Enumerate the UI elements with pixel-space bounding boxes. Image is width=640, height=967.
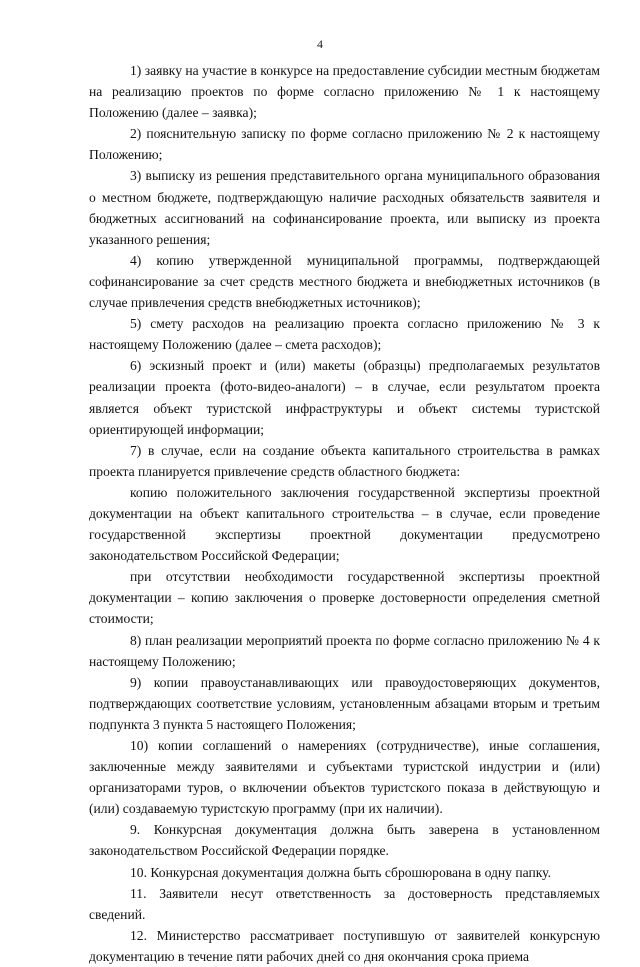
paragraph-item-9: 9) копии правоустанавливающих или правоудостоверяющих документов, подтверждающих соответствие условиям, установленным абзацами вторым и третьим подпункта 3 пункта 5 настоящего Положения; (89, 674, 600, 732)
paragraph-item-7: 7) в случае, если на создание объекта капитального строительства в рамках проекта планируется привлечение средств областного бюджета: (89, 442, 600, 479)
paragraph-clause-12: 12. Министерство рассматривает поступившую от заявителей конкурсную документацию в течение пяти рабочих дней со дня окончания срока приема (89, 927, 600, 964)
paragraph-item-7-copy-expertise: копию положительного заключения государственной экспертизы проектной документации на объект капитального строительства – в случае, если проведение государственной экспертизы проектной документации предусмотрено законодательством Российской Федерации; (89, 484, 600, 564)
paragraph-clause-9: 9. Конкурсная документация должна быть заверена в установленном законодательством Российской Федерации порядке. (89, 822, 600, 859)
paragraph-item-10: 10) копии соглашений о намерениях (сотрудничестве), иные соглашения, заключенные между заявителями и субъектами туристской индустрии и (или) организаторами туров, о включении объектов туристского показа в действующую и (или) создаваемую туристскую программу (при их наличии). (89, 738, 600, 817)
paragraph-item-8: 8) план реализации мероприятий проекта по форме согласно приложению № 4 к настоящему Положению; (89, 632, 600, 669)
paragraph-item-3: 3) выписку из решения представительного органа муниципального образования о местном бюджете, подтверждающую наличие расходных обязательств заявителя и бюджетных ассигнований на софинансирование проекта, или выписку из проекта указанного решения; (89, 168, 600, 247)
paragraph-clause-10: 10. Конкурсная документация должна быть сброшюрована в одну папку. (130, 864, 552, 880)
paragraph-item-2: 2) пояснительную записку по форме согласно приложению № 2 к настоящему Положению; (89, 126, 600, 163)
paragraph-item-1: 1) заявку на участие в конкурсе на предоставление субсидии местным бюджетам на реализацию проектов по форме согласно приложению № 1 к настоящему Положению (далее – заявка); (89, 63, 600, 121)
paragraph-item-4: 4) копию утвержденной муниципальной программы, подтверждающей софинансирование за счет средств местного бюджета и внебюджетных источников (в случае привлечения средств внебюджетных источников); (89, 252, 600, 311)
page-number: 4 (317, 37, 323, 51)
paragraph-clause-11: 11. Заявители несут ответственность за достоверность представляемых сведений. (89, 885, 600, 922)
paragraph-item-7-no-expertise: при отсутствии необходимости государственной экспертизы проектной документации – копию заключения о проверке достоверности определения сметной стоимости; (89, 569, 600, 627)
paragraph-item-6: 6) эскизный проект и (или) макеты (образцы) предполагаемых результатов реализации проекта (фото-видео-аналоги) – в случае, если результатом проекта является объект туристской инфраструктуры и объект системы туристской ориентирующей информации; (89, 358, 600, 437)
document-body (89, 60, 600, 967)
paragraph-item-5: 5) смету расходов на реализацию проекта согласно приложению № 3 к настоящему Положению (далее – смета расходов); (89, 316, 600, 353)
